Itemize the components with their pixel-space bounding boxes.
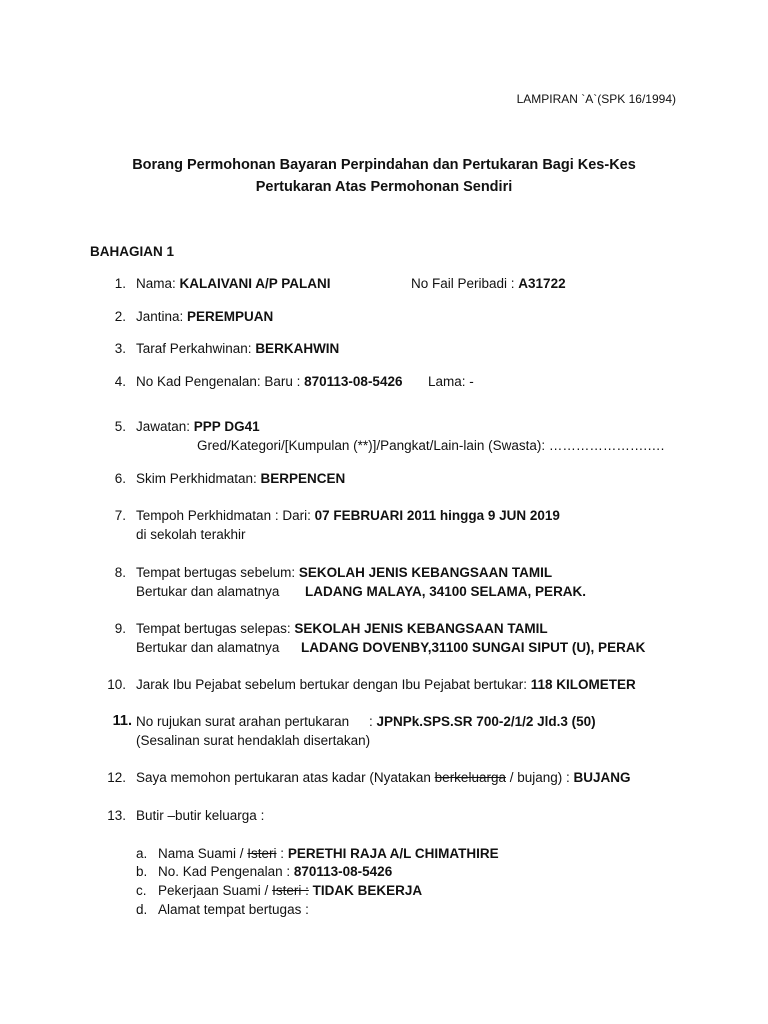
item-number: 10. [107,677,126,692]
item-name: Nama: KALAIVANI A/P PALANI [136,276,331,291]
item-ic-number: No Kad Pengenalan: Baru : 870113-08-5426 [136,374,403,389]
lampiran-label: LAMPIRAN `A`(SPK 16/1994) [516,92,676,106]
item-position: Jawatan: PPP DG41 [136,419,260,434]
item-number: 5. [114,419,126,434]
family-spouse-occupation: Pekerjaan Suami / Isteri : TIDAK BEKERJA [158,883,423,898]
item-service-period: Tempoh Perkhidmatan : Dari: 07 FEBRUARI 2011 hingga 9 JUN 2019 [136,508,560,523]
item-gender: Jantina: PEREMPUAN [136,309,274,324]
item-number: 9. [114,621,126,636]
item-transfer-reference: : JPNPk.SPS.SR 700-2/1/2 Jld.3 (50) [369,714,596,729]
item-previous-address: LADANG MALAYA, 34100 SELAMA, PERAK. [305,584,587,599]
item-transfer-reference-note: (Sesalinan surat hendaklah disertakan) [136,733,371,748]
item-number: 13. [107,808,126,823]
family-letter: c. [136,883,147,898]
family-spouse-ic: No. Kad Pengenalan : 870113-08-5426 [158,864,393,879]
item-number: 4. [114,374,126,389]
item-new-address-label: Bertukar dan alamatnya [136,640,280,655]
item-old-ic: Lama: - [428,374,474,389]
section-heading: BAHAGIAN 1 [90,244,175,259]
family-letter: b. [136,864,148,879]
item-number: 12. [107,770,126,785]
file-number-value: A31722 [518,276,566,291]
item-number: 3. [114,341,126,356]
item-number: 6. [114,471,126,486]
item-new-address: LADANG DOVENBY,31100 SUNGAI SIPUT (U), PERAK [301,640,646,655]
family-letter: d. [136,902,148,917]
item-number: 7. [114,508,126,523]
name-value: KALAIVANI A/P PALANI [179,276,331,291]
form-title-line-2: Pertukaran Atas Permohonan Sendiri [255,179,513,195]
family-spouse-name: Nama Suami / Isteri : PERETHI RAJA A/L CHIMATHIRE [158,846,499,861]
family-letter: a. [136,846,148,861]
item-service-period-note: di sekolah terakhir [136,527,246,542]
item-number: 2. [114,309,126,324]
item-transfer-rate: Saya memohon pertukaran atas kadar (Nyatakan berkeluarga / bujang) : BUJANG [136,770,631,785]
item-new-workplace: Tempat bertugas selepas: SEKOLAH JENIS KEBANGSAAN TAMIL [136,621,548,636]
item-previous-address-label: Bertukar dan alamatnya [136,584,280,599]
item-number: 8. [114,565,126,580]
family-spouse-workplace: Alamat tempat bertugas : [158,902,309,917]
struck-text: berkeluarga [434,770,506,785]
item-transfer-reference-label: No rujukan surat arahan pertukaran [136,714,350,729]
item-number: 1. [114,276,126,291]
form-title-line-1: Borang Permohonan Bayaran Perpindahan dan Pertukaran Bagi Kes-Kes [132,157,636,173]
item-previous-workplace: Tempat bertugas sebelum: SEKOLAH JENIS KEBANGSAAN TAMIL [136,565,553,580]
item-file-number: No Fail Peribadi : A31722 [411,276,566,291]
item-service-scheme: Skim Perkhidmatan: BERPENCEN [136,471,346,486]
item-family-details: Butir –butir keluarga : [136,808,265,823]
item-grade-line: Gred/Kategori/[Kumpulan (**)]/Pangkat/Lain-lain (Swasta): ………………….…. [197,438,665,453]
item-distance: Jarak Ibu Pejabat sebelum bertukar dengan Ibu Pejabat bertukar: 118 KILOMETER [136,677,636,692]
item-marital-status: Taraf Perkahwinan: BERKAHWIN [136,341,340,356]
item-number: 11. [112,713,132,729]
